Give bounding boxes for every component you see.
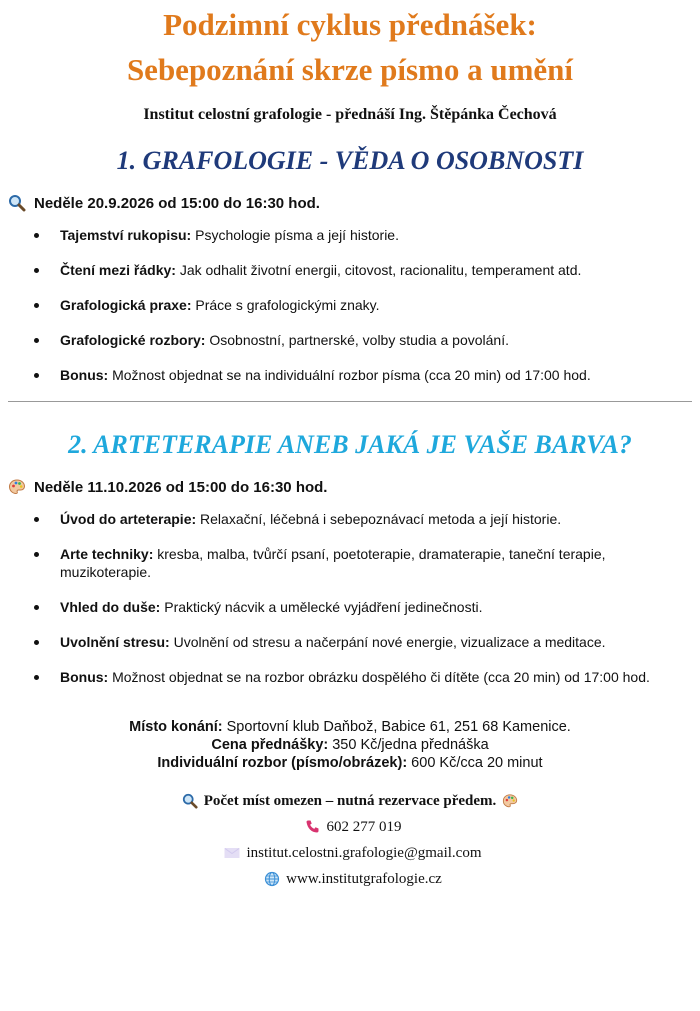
event-info [0,718,700,772]
individual-price-line [0,754,700,772]
section1-date-text: Neděle 20.9.2026 od 15:00 do 16:30 hod. [34,194,320,212]
list-item [60,633,700,651]
item-text: Uvolnění od stresu a načerpání nové energie, vizualizace a meditace. [169,634,606,650]
venue-value: Sportovní klub Daňbož, Babice 61, 251 68 Kamenice. [222,719,571,735]
individual-price-label: Individuální rozbor (písmo/obrázek): [157,755,408,771]
item-label: Tajemství rukopisu: [60,227,192,243]
section1-date [8,194,700,212]
reservation-notice-text: Počet míst omezen – nutná rezervace předem. [203,792,497,809]
individual-price-value: 600 Kč/cca 20 minut [407,755,543,771]
list-item [60,510,700,528]
item-label: Grafologická praxe: [60,297,192,313]
item-label: Grafologické rozbory: [60,332,206,348]
item-label: Bonus: [60,669,109,685]
list-item [60,668,700,686]
section1-title: 1. GRAFOLOGIE - VĚDA O OSOBNOSTI [116,146,584,175]
website-url[interactable]: www.institutgrafologie.cz [286,870,442,887]
item-label: Uvolnění stresu: [60,634,170,650]
section2-date-text: Neděle 11.10.2026 od 15:00 do 16:30 hod. [34,478,328,496]
page-title-line1: Podzimní cyklus přednášek: [163,7,537,42]
list-item [60,226,700,244]
price-value: 350 Kč/jedna přednáška [328,737,489,753]
section1-list [0,226,700,384]
website-line[interactable] [0,866,700,892]
item-label: Úvod do arteterapie: [60,511,197,527]
section2-list [0,510,700,686]
palette-icon [8,478,26,496]
email-address[interactable]: institut.celostni.grafologie@gmail.com [246,844,482,861]
item-text: Relaxační, léčebná i sebepoznávací metoda a její historie. [196,511,562,527]
section-divider [8,401,692,402]
list-item [60,598,700,616]
item-label: Bonus: [60,367,109,383]
reservation-notice [0,788,700,814]
price-label: Cena přednášky: [211,737,329,753]
phone-number[interactable]: 602 277 019 [326,818,402,835]
list-item [60,331,700,349]
email-line[interactable] [0,840,700,866]
page-subtitle: Institut celostní grafologie - přednáší Ing. Štěpánka Čechová [143,106,557,123]
section2-title: 2. ARTETERAPIE ANEB JAKÁ JE VAŠE BARVA? [68,430,632,459]
magnifier-icon [182,793,198,809]
list-item [60,296,700,314]
item-label: Arte techniky: [60,546,154,562]
page-title-line2: Sebepoznání skrze písmo a umění [126,52,574,87]
globe-icon [264,871,280,887]
venue-line [0,718,700,736]
magnifier-icon [8,194,26,212]
envelope-icon [224,845,240,861]
item-text: Praktický nácvik a umělecké vyjádření jedinečnosti. [160,599,483,615]
section2-date [8,478,700,496]
venue-label: Místo konání: [129,719,223,735]
item-text: Psychologie písma a její historie. [191,227,399,243]
price-line [0,736,700,754]
item-text: Jak odhalit životní energii, citovost, racionalitu, temperament atd. [175,262,582,278]
list-item [60,545,700,581]
palette-icon [502,793,518,809]
list-item [60,261,700,279]
item-text: Práce s grafologickými znaky. [191,297,380,313]
phone-icon [305,819,321,835]
item-label: Vhled do duše: [60,599,161,615]
item-label: Čtení mezi řádky: [60,262,176,278]
list-item [60,366,700,384]
item-text: Možnost objednat se na rozbor obrázku dospělého či dítěte (cca 20 min) od 17:00 hod. [108,669,650,685]
item-text: kresba, malba, tvůrčí psaní, poetoterapie, dramaterapie, taneční terapie, muzikoterapie. [60,546,606,580]
contact-block [0,788,700,892]
item-text: Možnost objednat se na individuální rozbor písma (cca 20 min) od 17:00 hod. [108,367,591,383]
item-text: Osobnostní, partnerské, volby studia a povolání. [205,332,509,348]
phone-line[interactable] [0,814,700,840]
